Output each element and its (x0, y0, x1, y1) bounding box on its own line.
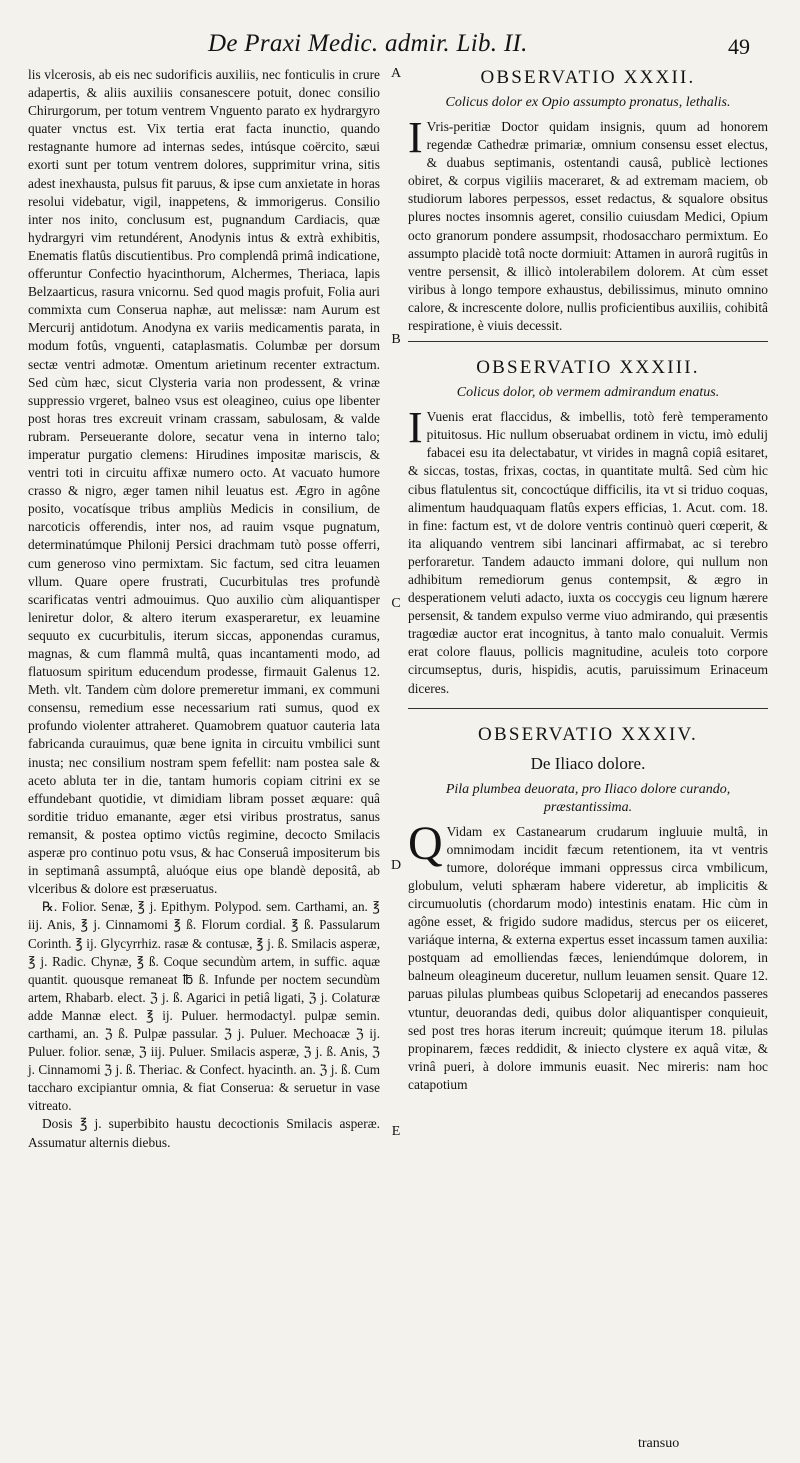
left-column (28, 66, 380, 1152)
recipe-text: ℞. Folior. Senæ, ℥ j. Epithym. Polypod. sem. Carthami, an. ℥ iij. Anis, ℥ j. Cinnamomi ℥ ß. Florum cordial. ℥ ß. Passularum Corinth. ℥ ij. Glycyrrhiz. rasæ & contusæ, ℥ j. ß. Smilacis asperæ, ℥ j. Radic. Chynæ, ℥ ß. Coque secundùm artem, in suffic. aquæ quantit. quousque remaneat ℔ ß. Infunde per noctem secundùm artem, Rhabarb. elect. ℨ j. ß. Agarici in petiâ ligati, ℨ j. Colaturæ adde Mannæ elect. ℥ ij. Puluer. hermodactyl. pulpæ semin. carthami, an. ℨ ß. Pulpæ passular. ℨ j. Puluer. Mechoacæ ℨ ij. Puluer. folior. senæ, ℨ iij. Puluer. Smilacis asperæ, ℨ j. ß. Anis, ℨ j. Cinnamomi ℨ j. ß. Theriac. & Confect. hyacinth. an. ℨ j. ß. Cum taccharo excipiantur omnia, & fiat Conserua: & seruetur in vase vitreato. (28, 899, 380, 1114)
observation-32-text: Vris-peritiæ Doctor quidam insignis, quum ad honorem regendæ Cathedræ primariæ, omnium consensu esset electus, & duabus septimanis, ostentandi causâ, publicè lectiones obiret, & corpus vigiliis maceraret, & ad extremam maciem, ob studiorum labores perpessos, esset redactus, & squalore obsitus plures noctes insomnis ageret, consilio cuiusdam Medici, Opium octo granorum pondere assumpsit, rhodosaccharo permixtum. Eo assumpto placidè totâ nocte dormiuit: Attamen in aurorâ rugitûs in ventre persensit, & illicò intolerabilem dolorem. At cùm esset viribus à longo tempore exhaustus, debilissimus, minuto omnino calore, & increscente dolore, nullis proficientibus auxiliis, cohibitâ respiratione, è viuis decessit. (408, 119, 768, 334)
observation-34-heading: OBSERVATIO XXXIV. (478, 723, 698, 745)
left-body-text: lis vlcerosis, ab eis nec sudorificis auxiliis, nec fonticulis in crure adapertis, & aliis auxiliis consanescere potuit, donec consilio Chirurgorum, per totum ventrem Vnguento parato ex hydrargyro quater vnctus est. Vix tertia erat facta inunctio, quando restagnante humore ad internas sedes, intúsque coërcito, sæui exorti sunt per totum ventrem dolores, supprimitur vrina, sitis adest inexhausta, pulsus fit paruus, & ipse cum anxietate in horas resolui videbatur, vigil, inappetens, & immorigerus. Consilio inter nos inito, conclusum est, pugnandum Cardiacis, quæ hydrargyri vim retundérent, Anodynis intus & extrà exhibitis, Enematis flatûs discutientibus. Pro complendâ primâ indicatione, offeruntur Confectio hyacinthorum, Alchermes, Theriaca, lapis Belzaarticus, rasura vnicornu. Sed quod magis profuit, Folia auri commixta cum Conserua naphæ, aut melissæ: nam Aurum est Mercurij antidotum. Anodyna ex variis medicamentis parata, in modum fotûs, vnguenti, cataplasmatis. Columbæ per dorsum sectæ ventri admotæ. Omentum arietinum recenter extractum. Sed cùm hæc, sicut Clysteria varia non prodessent, & vrinæ suppressio vrgeret, balneo vsus est oleagineo, cuius ope libenter post horas tres excreuit vrinam crassam, sabulosam, & valde rubram. Perseuerante dolore, secatur vena in interno talo; imperatur purgatio clemens: Hirudines impositæ mariscis, & ventri toti in circuitu affixæ numero octo. At vacuato humore crasso & nigro, æger tamen nihil leuatus est. Ægro in agône posito, vocatísque tribus ampliùs Medicis in consilium, de narcoticis offerendis, inter nos, ad rauim vsque pugnatum, determinatúmque Philonij Persici drachmam tutò posse offerri, cum generoso vino permixtam. Sic factum, sed citra leuamen vllum. Quare opere frustrati, Cucurbitulas tres profundè scarificatas ventri admouimus. Quo auxilio cùm aliquantisper leniretur dolor, & altero iterum exasperaretur, ex leuamine sequuto ex cucurbitulis, iterum siccas, apponendas curamus, magnas, & cum flammâ multâ, quas incantamenti modo, ad flatuosum spiritum educendum prodesse, firmauit Galenus 12. Meth. vlt. Tandem cùm dolore premeretur immani, ex communi consensu, remedium esse necessarium rati sumus, quod ex profundo violenter attraheret. Quamobrem quatuor cauteria lata fabricanda curauimus, quæ bene ignita in circuitu vmbilici sunt inusta; nec consilium nostram spem fefellit: nam postea sale & aceto abluta ter in die, tantam humoris copiam citrini ex se effundebant quotidie, vt dimidiam libram posset æquare: quâ sorditie triduo emanante, æger etsi viribus prostratus, sanus remansit, & postea optimo victûs regimine, decocto Smilacis asperæ pro continuo potu vsus, & hac Conseruâ impositerum bis in septimanâ assumptâ, aluóque eius ope blandè depositâ, ab vlceribus & dolore est præseruatus. (28, 67, 380, 897)
catchword: transuo (638, 1436, 680, 1451)
observation-33-subtitle: Colicus dolor, ob vermem admirandum enatus. (456, 385, 720, 401)
drop-cap: Q (408, 816, 443, 870)
observation-32-body (408, 113, 768, 335)
observation-34-subtitle: Pila plumbea deuorata, pro Iliaco dolore curando, præstantissima. (445, 781, 731, 815)
observation-32 (408, 66, 768, 335)
running-title: De Praxi Medic. admir. Lib. II. (208, 30, 528, 57)
observation-34-subheading: De Iliaco dolore. (530, 753, 646, 773)
margin-letter-a: A (390, 66, 402, 81)
margin-letter-c: C (391, 596, 401, 611)
margin-letter-b: B (391, 332, 401, 347)
section-divider (408, 708, 768, 709)
observation-33-body (408, 403, 768, 698)
dosis-text: Dosis ℥ j. superbibito haustu decoctionis Smilacis asperæ. Assumatur alternis diebus. (28, 1116, 380, 1150)
page-number: 49 (728, 34, 750, 59)
observation-33 (408, 356, 768, 698)
observation-33-text: Vuenis erat flaccidus, & imbellis, totò ferè temperamento pituitosus. Hic nullum obseruabat ordinem in victu, imò edulij fabacei esu ita delectabatur, vt virides in magnâ copiâ esitaret, & siccas, tostas, frixas, coctas, in quantitate multâ. Sed cùm hic cibus flatulentus sit, concoctúque difficilis, ita vt si triduo coquas, alimentum haudquaquam flatûs expers efficias, 1. Acut. com. 18. in fine: factum est, vt de dolore ventris continuò queri cœperit, & ita aliquando ventrem sibi lancinari affirmabat, ac si terebro perforaretur. Tandem adaucto immani dolore, qui nullum non adhibitum remediorum genus contempsit, & ægro in desperationem veluti adacto, iuxta os coccygis ceu lignum hærere persensit, & tandem expulso verme viuo admirando, qui præsentis tragœdiæ auctor erat incognitus, à tanto malo conualuit. Vermis erat colore flauus, pollicis magnitudine, aculeis toto corpore circumseptus, duris, hispidis, acutis, paruissimum Erinaceum diceres. (408, 409, 768, 696)
observation-34 (408, 723, 768, 1094)
observation-32-heading: OBSERVATIO XXXII. (480, 67, 696, 88)
observation-32-subtitle: Colicus dolor ex Opio assumpto pronatus, lethalis. (445, 95, 731, 110)
margin-letter-e: E (391, 1124, 401, 1139)
observation-33-heading: OBSERVATIO XXXIII. (476, 357, 700, 379)
observation-34-text: Vidam ex Castanearum crudarum ingluuie multâ, in omnimodam incidit fæcum retentionem, ita vt ventris tumore, doloréque immani oppressus circa vmbilicum, globulum, veluti sphæram habere videretur, ab implicitis & circumuolutis (chordarum modo) intestinis enatam. Hic cùm in agône esset, & frigido sudore madidus, stercus per os eiiceret, variáque interna, & externa expertus esset incassum tamen auxilia: postquam ad emolliendas fæces, leniendúmque dolorem, in balneum oleagineum duceretur, nullum leuamen sensit. Quare 12. paruas pilulas plumbeas quibus Sclopetarij ad enecandos passeres vtuntur, deuorandas dedi, quibus dolor aliquantisper conquieuit, sed post tres horas iterum increuit; quúmque iterum 18. pilulas propinarem, fæces reddidit, & iniecto clystere ex aquâ vitæ, & vrinâ pueri, à dolore immunis euasit. Nec mireris: nam hoc catapotium (408, 823, 768, 1092)
section-divider (408, 341, 768, 342)
observation-34-body (408, 816, 768, 1094)
drop-cap: I (408, 403, 423, 453)
margin-letter-d: D (390, 858, 402, 873)
drop-cap: I (408, 113, 423, 162)
right-column (408, 66, 768, 1094)
running-head (0, 28, 800, 68)
